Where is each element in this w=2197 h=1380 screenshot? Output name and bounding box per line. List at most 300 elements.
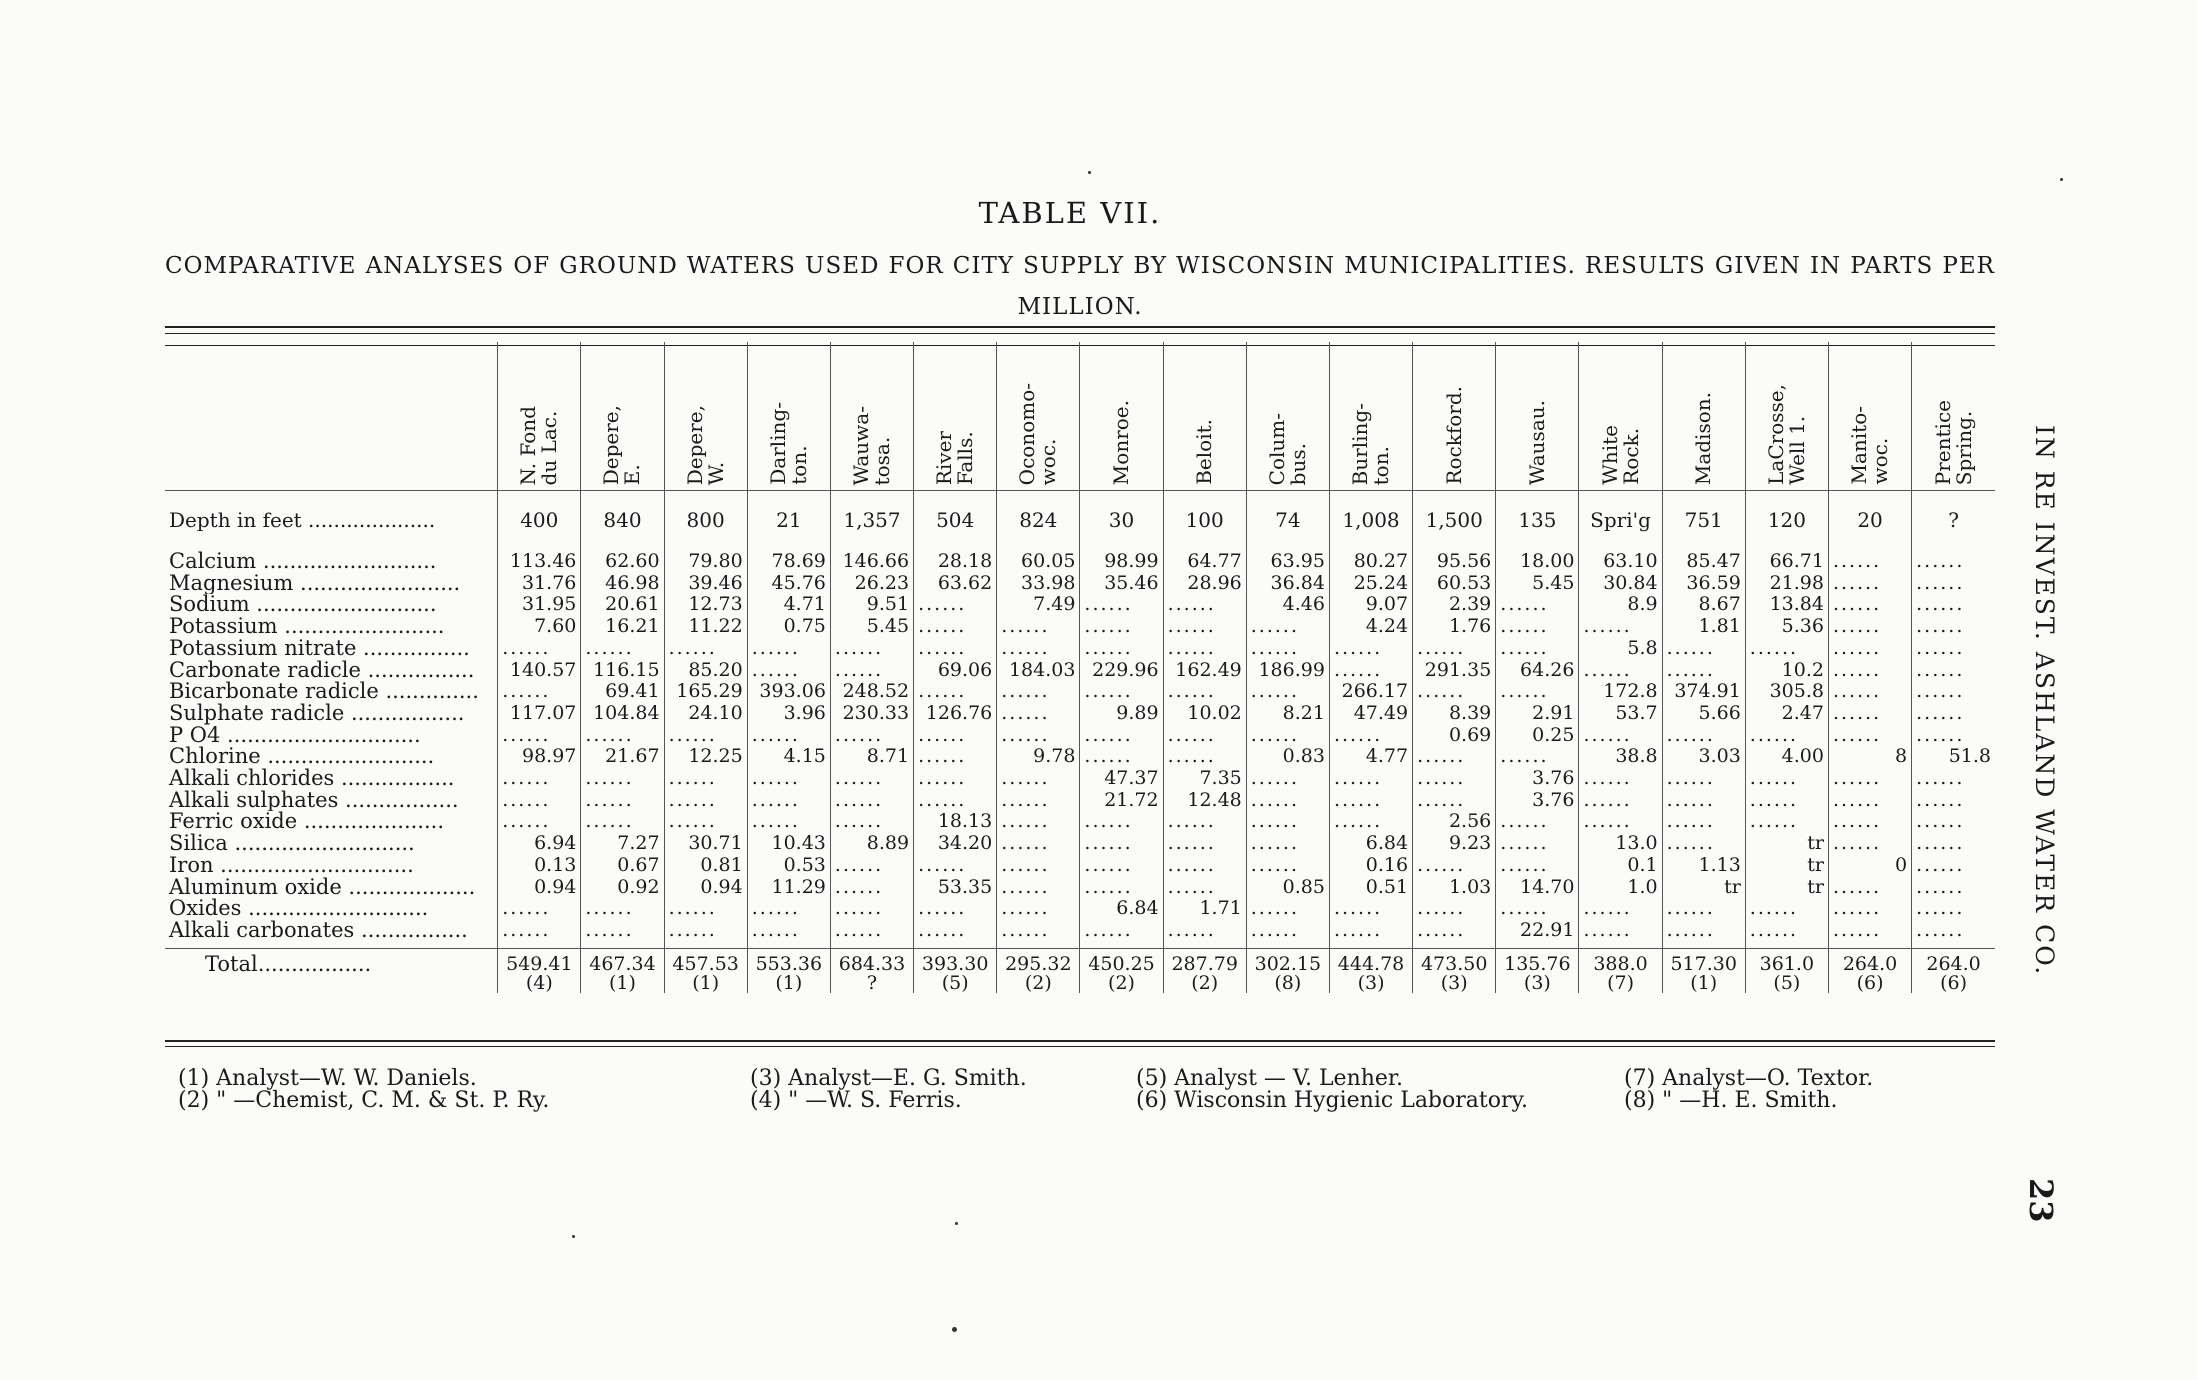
table-cell: ...... — [1163, 920, 1246, 942]
table-cell: ...... — [1828, 681, 1911, 703]
table-cell: ...... — [1496, 681, 1579, 703]
table-cell: 113.46 — [498, 551, 581, 573]
table-row — [165, 746, 1995, 768]
total-value: 264.0 — [1842, 952, 1898, 975]
table-cell: 0.16 — [1329, 855, 1412, 877]
table-row — [165, 681, 1995, 703]
column-header-label: Oconomo- woc. — [1015, 382, 1061, 485]
table-title: TABLE VII. — [978, 196, 1162, 230]
table-cell: ...... — [1662, 660, 1745, 682]
row-label: Magnesium ........................ — [169, 572, 461, 595]
table-cell: 0.53 — [747, 855, 830, 877]
table-cell: ...... — [1912, 855, 1995, 877]
depth-cell: 30 — [1080, 491, 1163, 552]
depth-cell: 800 — [664, 491, 747, 552]
table-cell: ...... — [997, 898, 1080, 920]
analyst-ref: (1) — [692, 971, 720, 993]
total-cell — [664, 948, 747, 993]
table-cell: 186.99 — [1246, 660, 1329, 682]
table-cell: 0 — [1828, 855, 1911, 877]
table-cell: ...... — [997, 855, 1080, 877]
bottom-rule — [165, 1046, 1995, 1047]
total-value: 517.30 — [1670, 952, 1737, 975]
table-cell: ...... — [1828, 920, 1911, 942]
table-cell: ...... — [1662, 833, 1745, 855]
total-value: 553.36 — [755, 952, 823, 975]
table-cell: ...... — [1912, 898, 1995, 920]
table-cell: ...... — [1413, 768, 1496, 790]
table-cell: ...... — [1745, 790, 1828, 812]
table-cell: ...... — [747, 768, 830, 790]
depth-cell: 74 — [1246, 491, 1329, 552]
table-cell: 8.89 — [830, 833, 913, 855]
table-cell: ...... — [914, 855, 997, 877]
analyst-ref: (5) — [941, 971, 969, 993]
table-cell: ...... — [914, 746, 997, 768]
table-cell: 0.13 — [498, 855, 581, 877]
table-cell: 28.18 — [914, 551, 997, 573]
table-cell: 229.96 — [1080, 660, 1163, 682]
table-cell: 146.66 — [830, 551, 913, 573]
footnote-group — [178, 1068, 549, 1112]
table-cell: ...... — [997, 790, 1080, 812]
table-cell: ...... — [914, 725, 997, 747]
total-value: 295.32 — [1005, 952, 1072, 975]
table-cell: ...... — [1163, 811, 1246, 833]
footnote: (1) Analyst—W. W. Daniels. — [178, 1066, 477, 1091]
table-cell: ...... — [1828, 551, 1911, 573]
table-cell: 0.92 — [581, 877, 664, 899]
table-cell: 184.03 — [997, 660, 1080, 682]
row-label: Carbonate radicle ................ — [169, 659, 475, 682]
table-cell: 266.17 — [1329, 681, 1412, 703]
total-value: 473.50 — [1420, 952, 1488, 975]
table-cell: 13.0 — [1579, 833, 1662, 855]
table-cell: 95.56 — [1413, 551, 1496, 573]
analyst-ref: (2) — [1108, 971, 1135, 993]
table-cell: 5.36 — [1745, 616, 1828, 638]
table-cell: 7.27 — [581, 833, 664, 855]
column-header-row — [165, 342, 1995, 491]
table-cell: 305.8 — [1745, 681, 1828, 703]
table-cell: ...... — [1413, 638, 1496, 660]
table-cell: 8.39 — [1413, 703, 1496, 725]
table-cell: ...... — [1912, 638, 1995, 660]
table-cell: tr — [1745, 855, 1828, 877]
table-cell: ...... — [1828, 877, 1911, 899]
table-cell: 0.51 — [1329, 877, 1412, 899]
table-cell: ...... — [581, 920, 664, 942]
row-label: Chlorine ......................... — [169, 746, 435, 769]
table-cell: 2.56 — [1413, 811, 1496, 833]
table-row — [165, 725, 1995, 747]
top-rule — [165, 333, 1995, 334]
table-cell: ...... — [1080, 638, 1163, 660]
table-cell: ...... — [830, 660, 913, 682]
column-header — [664, 342, 747, 491]
table-cell: ...... — [1912, 660, 1995, 682]
table-cell: ...... — [997, 811, 1080, 833]
table-cell: ...... — [914, 616, 997, 638]
table-cell: 35.46 — [1080, 573, 1163, 595]
analyst-ref: (1) — [1690, 971, 1718, 993]
table-cell: 5.45 — [830, 616, 913, 638]
table-cell: 6.84 — [1080, 898, 1163, 920]
total-value: 361.0 — [1759, 952, 1815, 975]
total-value: 450.25 — [1088, 952, 1155, 975]
table-cell: 21.98 — [1745, 573, 1828, 595]
table-cell: ...... — [581, 768, 664, 790]
analyst-ref: (1) — [609, 971, 636, 993]
column-header-label: Depere, W. — [682, 404, 728, 485]
analyst-ref: (7) — [1607, 971, 1634, 993]
bottom-rule — [165, 1040, 1995, 1042]
table-cell: ...... — [664, 768, 747, 790]
table-cell: ...... — [581, 898, 664, 920]
table-cell: ...... — [1246, 768, 1329, 790]
table-cell: ...... — [1579, 920, 1662, 942]
table-cell: ...... — [1496, 898, 1579, 920]
table-cell: 22.91 — [1496, 920, 1579, 942]
depth-cell: ? — [1912, 491, 1995, 552]
table-cell: ...... — [1163, 725, 1246, 747]
table-row — [165, 877, 1995, 899]
total-cell — [581, 948, 664, 993]
table-cell: ...... — [1329, 920, 1412, 942]
table-cell: ...... — [1912, 811, 1995, 833]
table-cell: 6.94 — [498, 833, 581, 855]
table-cell: ...... — [1329, 725, 1412, 747]
table-cell: 248.52 — [830, 681, 913, 703]
table-cell: 7.49 — [997, 594, 1080, 616]
table-cell: 7.60 — [498, 616, 581, 638]
table-cell: ...... — [1912, 616, 1995, 638]
total-cell — [1745, 948, 1828, 993]
table-cell: ...... — [830, 811, 913, 833]
table-cell: ...... — [1912, 768, 1995, 790]
total-cell — [1828, 948, 1911, 993]
table-cell: 9.78 — [997, 746, 1080, 768]
table-cell: ...... — [1912, 833, 1995, 855]
table-cell: ...... — [1246, 920, 1329, 942]
column-header — [1413, 342, 1496, 491]
total-value: 393.30 — [921, 952, 989, 975]
table-row — [165, 790, 1995, 812]
table-cell: ...... — [1080, 746, 1163, 768]
table-cell: 11.22 — [664, 616, 747, 638]
table-cell: 9.07 — [1329, 594, 1412, 616]
table-body — [165, 491, 1995, 993]
table-cell: ...... — [1163, 746, 1246, 768]
table-cell: 3.76 — [1496, 768, 1579, 790]
table-cell: 5.45 — [1496, 573, 1579, 595]
row-label: Total................. — [165, 948, 498, 993]
table-cell: ...... — [498, 681, 581, 703]
table-cell: ...... — [1246, 790, 1329, 812]
table-cell: ...... — [1163, 681, 1246, 703]
table-cell: ...... — [1329, 811, 1412, 833]
table-cell: ...... — [1579, 790, 1662, 812]
table-cell: 4.71 — [747, 594, 830, 616]
column-header — [498, 342, 581, 491]
footnote-group — [1624, 1068, 1873, 1112]
footnote: (5) Analyst — V. Lenher. — [1136, 1066, 1404, 1091]
table-cell: ...... — [1828, 573, 1911, 595]
footnote: (3) Analyst—E. G. Smith. — [750, 1066, 1027, 1091]
table-cell: 69.41 — [581, 681, 664, 703]
table-row — [165, 573, 1995, 595]
footnote: (7) Analyst—O. Textor. — [1624, 1066, 1874, 1091]
table-cell: ...... — [1080, 594, 1163, 616]
table-cell: 11.29 — [747, 877, 830, 899]
depth-cell: Spri'g — [1579, 491, 1662, 552]
column-header — [1662, 342, 1745, 491]
table-row — [165, 594, 1995, 616]
table-cell: 36.84 — [1246, 573, 1329, 595]
depth-cell: 840 — [581, 491, 664, 552]
table-cell: 374.91 — [1662, 681, 1745, 703]
table-cell: ...... — [1912, 594, 1995, 616]
depth-cell: 21 — [747, 491, 830, 552]
table-cell: ...... — [1662, 898, 1745, 920]
table-cell: 14.70 — [1496, 877, 1579, 899]
table-cell: 10.43 — [747, 833, 830, 855]
column-header — [997, 342, 1080, 491]
table-cell: ...... — [1080, 920, 1163, 942]
table-cell: ...... — [1413, 855, 1496, 877]
table-row — [165, 638, 1995, 660]
table-cell: 3.96 — [747, 703, 830, 725]
column-header — [914, 342, 997, 491]
table-cell: ...... — [1496, 855, 1579, 877]
table-cell: ...... — [1329, 768, 1412, 790]
column-header — [1579, 342, 1662, 491]
table-cell: ...... — [1080, 616, 1163, 638]
depth-cell: 120 — [1745, 491, 1828, 552]
column-header-label: Rockford. — [1441, 386, 1466, 485]
table-cell: ...... — [1828, 703, 1911, 725]
analyst-ref: (3) — [1440, 971, 1468, 993]
table-cell: ...... — [664, 790, 747, 812]
column-header-label: Prentice Spring. — [1930, 399, 1976, 485]
table-cell: 104.84 — [581, 703, 664, 725]
table-cell: 3.03 — [1662, 746, 1745, 768]
table-cell: 98.99 — [1080, 551, 1163, 573]
table-cell: ...... — [1496, 594, 1579, 616]
top-rule — [165, 326, 1995, 328]
table-cell: ...... — [830, 920, 913, 942]
row-label: P O4 ............................. — [169, 724, 421, 747]
table-row — [165, 811, 1995, 833]
row-label: Alkali chlorides ................. — [169, 768, 455, 790]
table-cell: 5.8 — [1579, 638, 1662, 660]
table-cell: ...... — [1329, 790, 1412, 812]
table-cell: 1.13 — [1662, 855, 1745, 877]
table-cell: 2.47 — [1745, 703, 1828, 725]
table-cell: 8.71 — [830, 746, 913, 768]
table-cell: ...... — [1828, 594, 1911, 616]
row-label: Alkali carbonates ................ — [169, 919, 468, 942]
table-cell: ...... — [747, 920, 830, 942]
table-cell: ...... — [747, 898, 830, 920]
table-cell: ...... — [1246, 616, 1329, 638]
analyst-ref: (2) — [1024, 971, 1052, 993]
analyst-ref: (4) — [525, 971, 553, 993]
table-cell: 31.95 — [498, 594, 581, 616]
table-cell: ...... — [997, 920, 1080, 942]
table-cell: 47.37 — [1080, 768, 1163, 790]
table-cell: 64.77 — [1163, 551, 1246, 573]
column-header — [1329, 342, 1412, 491]
table-cell: ...... — [997, 681, 1080, 703]
table-cell: 53.35 — [914, 877, 997, 899]
footnote: (8) " —H. E. Smith. — [1624, 1088, 1838, 1113]
table-cell: 1.71 — [1163, 898, 1246, 920]
depth-cell: 504 — [914, 491, 997, 552]
scan-speck — [1088, 171, 1091, 174]
table-cell: 140.57 — [498, 660, 581, 682]
table-cell: 30.84 — [1579, 573, 1662, 595]
table-cell: ...... — [830, 877, 913, 899]
column-header-label: Colum- bus. — [1264, 412, 1310, 485]
depth-row — [165, 491, 1995, 552]
column-header-label: Depere, E. — [599, 404, 645, 485]
column-header-label: River Falls. — [932, 430, 978, 485]
table-cell: 36.59 — [1662, 573, 1745, 595]
total-cell — [498, 948, 581, 993]
table-cell: ...... — [1662, 920, 1745, 942]
table-cell: 46.98 — [581, 573, 664, 595]
table-cell: 78.69 — [747, 551, 830, 573]
table-cell: 10.2 — [1745, 660, 1828, 682]
table-cell: ...... — [1662, 638, 1745, 660]
table-cell: ...... — [747, 790, 830, 812]
column-header — [1745, 342, 1828, 491]
analyses-table — [165, 342, 1995, 993]
table-cell: ...... — [1828, 833, 1911, 855]
table-cell: 60.53 — [1413, 573, 1496, 595]
table-cell: ...... — [747, 725, 830, 747]
table-cell: tr — [1745, 877, 1828, 899]
table-cell: 0.69 — [1413, 725, 1496, 747]
table-cell: ...... — [1745, 811, 1828, 833]
running-head-text: IN RE INVEST. ASHLAND WATER CO. — [2030, 425, 2059, 977]
scan-speck — [572, 1235, 575, 1238]
table-cell: 0.67 — [581, 855, 664, 877]
table-cell: ...... — [1080, 681, 1163, 703]
depth-cell: 1,357 — [830, 491, 913, 552]
table-cell: ...... — [1163, 877, 1246, 899]
table-cell: ...... — [1828, 638, 1911, 660]
table-cell: 60.05 — [997, 551, 1080, 573]
table-cell: ...... — [581, 725, 664, 747]
table-cell: 0.25 — [1496, 725, 1579, 747]
table-cell: ...... — [1828, 725, 1911, 747]
table-cell: ...... — [1163, 833, 1246, 855]
table-cell: 63.10 — [1579, 551, 1662, 573]
row-label: Depth in feet .................... — [169, 508, 436, 533]
table-cell: 10.02 — [1163, 703, 1246, 725]
table-cell: 1.81 — [1662, 616, 1745, 638]
table-cell: ...... — [1828, 898, 1911, 920]
table-cell: 0.1 — [1579, 855, 1662, 877]
total-cell — [1413, 948, 1496, 993]
table-cell: ...... — [914, 681, 997, 703]
table-cell: ...... — [1912, 920, 1995, 942]
table-cell: ...... — [997, 616, 1080, 638]
table-row — [165, 703, 1995, 725]
table-cell: ...... — [1496, 746, 1579, 768]
column-header — [1912, 342, 1995, 491]
table-cell: 1.76 — [1413, 616, 1496, 638]
row-label: Aluminum oxide ................... — [169, 876, 476, 899]
table-cell: ...... — [914, 594, 997, 616]
table-cell: 4.15 — [747, 746, 830, 768]
table-cell: 117.07 — [498, 703, 581, 725]
total-cell — [830, 948, 913, 993]
table-cell: 34.20 — [914, 833, 997, 855]
table-cell: ...... — [997, 877, 1080, 899]
table-cell: ...... — [1413, 790, 1496, 812]
table-cell: ...... — [1912, 877, 1995, 899]
table-cell: ...... — [1246, 833, 1329, 855]
total-value: 135.76 — [1504, 952, 1571, 975]
table-cell: ...... — [747, 638, 830, 660]
table-cell: ...... — [747, 660, 830, 682]
footnote: (4) " —W. S. Ferris. — [750, 1088, 962, 1113]
table-cell: 4.24 — [1329, 616, 1412, 638]
table-cell: 393.06 — [747, 681, 830, 703]
total-value: 549.41 — [506, 952, 573, 975]
table-cell: 64.26 — [1496, 660, 1579, 682]
table-cell: 18.13 — [914, 811, 997, 833]
total-cell — [997, 948, 1080, 993]
column-header-label: LaCrosse, Well 1. — [1763, 384, 1809, 485]
table-cell: 38.8 — [1579, 746, 1662, 768]
table-cell: 18.00 — [1496, 551, 1579, 573]
table-cell: ...... — [830, 855, 913, 877]
table-cell: ...... — [1745, 638, 1828, 660]
table-cell: 51.8 — [1912, 746, 1995, 768]
table-cell: ...... — [498, 768, 581, 790]
table-cell: ...... — [914, 638, 997, 660]
table-cell: ...... — [1662, 725, 1745, 747]
table-cell: 26.23 — [830, 573, 913, 595]
table-cell: ...... — [1579, 616, 1662, 638]
table-cell: ...... — [830, 790, 913, 812]
table-cell: ...... — [1246, 681, 1329, 703]
total-value: 467.34 — [589, 952, 656, 975]
table-cell: 12.25 — [664, 746, 747, 768]
analyst-ref: (3) — [1523, 971, 1551, 993]
table-cell: ...... — [1745, 725, 1828, 747]
table-cell: ...... — [1745, 898, 1828, 920]
table-cell: tr — [1745, 833, 1828, 855]
table-cell: ...... — [1246, 638, 1329, 660]
table-cell: ...... — [1246, 725, 1329, 747]
table-cell: ...... — [997, 638, 1080, 660]
table-cell: 12.73 — [664, 594, 747, 616]
table-cell: 1.0 — [1579, 877, 1662, 899]
total-value: 388.0 — [1593, 952, 1648, 975]
table-cell: ...... — [1329, 898, 1412, 920]
table-cell: ...... — [664, 920, 747, 942]
depth-cell: 400 — [498, 491, 581, 552]
total-value: 444.78 — [1337, 952, 1405, 975]
table-cell: ...... — [1080, 855, 1163, 877]
total-value: 684.33 — [838, 952, 906, 975]
table-cell: ...... — [1912, 681, 1995, 703]
